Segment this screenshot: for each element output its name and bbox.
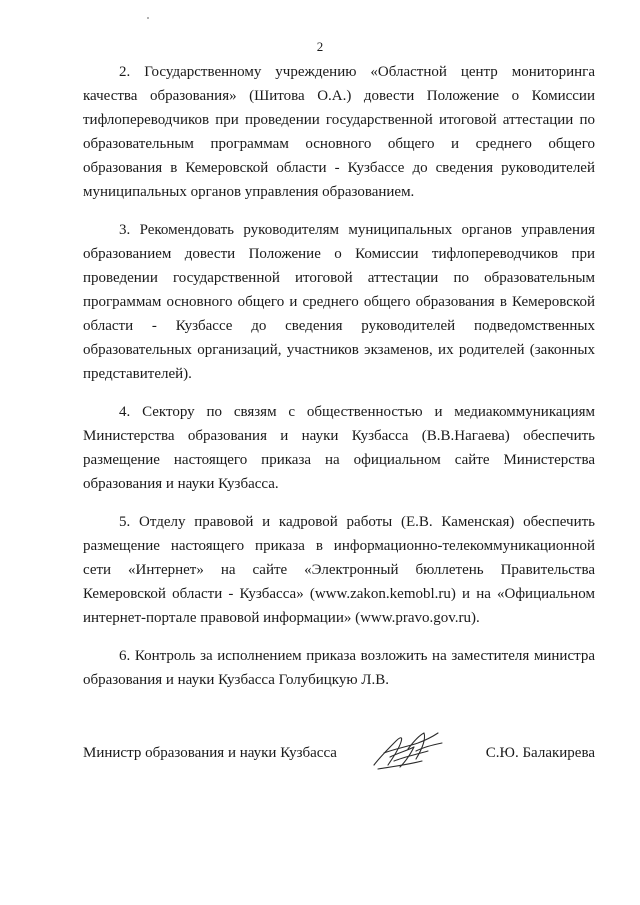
paragraph-item-4: 4. Сектору по связям с общественностью и медиакоммуникациям Министерства образования и науки Кузбасса (В.В.Нагаева) обеспечить размещение настоящего приказа на официальном сайте Министерства образования и науки Кузбасса. (83, 404, 595, 492)
signatory-name: С.Ю. Балакирева (485, 745, 595, 761)
handwritten-signature (370, 727, 448, 773)
paragraph-item-2: 2. Государственному учреждению «Областной центр мониторинга качества образования» (Шитова О.А.) довести Положение о Комиссии тифлопереводчиков при проведении государственной итоговой аттестации по образовательным программам основного общего и среднего общего образования в Кемеровской области - Кузбассе до сведения руководителей муниципальных органов управления образованием. (83, 64, 595, 200)
signatory-position: Министр образования и науки Кузбасса (83, 745, 337, 761)
paragraph-item-3: 3. Рекомендовать руководителям муниципальных органов управления образованием довести Положение о Комиссии тифлопереводчиков при проведении государственной итоговой аттестации по образовательным программам основного общего и среднего общего образования в Кемеровской области - Кузбассе до сведения руководителей подведомственных образовательных организаций, участников экзаменов, их родителей (законных представителей). (83, 222, 595, 382)
document-body (83, 60, 595, 706)
paragraph-item-5: 5. Отделу правовой и кадровой работы (Е.В. Каменская) обеспечить размещение настоящего приказа в информационно-телекоммуникационной сети «Интернет» на сайте «Электронный бюллетень Правительства Кемеровской области - Кузбасса» (www.zakon.kemobl.ru) и на «Официальном интернет-портале правовой информации» (www.pravo.gov.ru). (83, 514, 595, 626)
signature-block (83, 741, 595, 791)
scan-speck (147, 17, 149, 19)
page-number: 2 (316, 39, 324, 54)
paragraph-item-6: 6. Контроль за исполнением приказа возложить на заместителя министра образования и науки Кузбасса Голубицкую Л.В. (83, 648, 595, 688)
